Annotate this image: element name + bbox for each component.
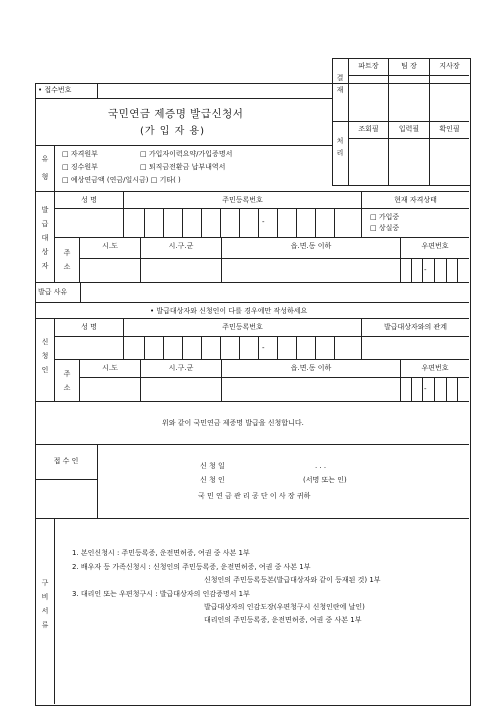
subject-name-field[interactable]	[56, 209, 122, 236]
applicant-relation-header: 발급대상자와의 관계	[383, 323, 448, 331]
applicant-note: • 발급대상자와 신청인이 다를 경우에만 작성하세요	[150, 307, 308, 315]
status-option-lost[interactable]: □ 상실중	[370, 224, 400, 232]
applicant-label: 신청인	[41, 338, 49, 374]
applicant-address-label: 주 소	[63, 370, 71, 392]
subject-rrn-dash: -	[262, 218, 265, 226]
type-option-history[interactable]: □ 가입자이력요약/가입증명서	[140, 150, 233, 158]
type-option-retirement[interactable]: □ 퇴직금전환금 납부내역서	[140, 163, 226, 171]
documents-label: 구비서류	[41, 579, 49, 629]
reason-field[interactable]	[81, 283, 468, 301]
applicant-addr-sigungu: 시.구.군	[168, 364, 194, 372]
receipt-number-field[interactable]	[98, 84, 331, 97]
applicant-addr-sido: 시.도	[102, 364, 118, 372]
document-line-6: 대리인의 주민등록증, 운전면허증, 여권 중 사본 1부	[204, 616, 362, 624]
subject-address-label: 주 소	[63, 249, 71, 271]
applicant-addr-zip: 우편번호	[421, 364, 449, 372]
receiver-field[interactable]	[36, 480, 96, 517]
document-line-3: 신청인의 주민등록등본(발급대상자와 같이 등재된 것) 1부	[204, 576, 381, 584]
type-option-pension-estimate[interactable]: □ 예상연금액 (연금/일시금) □ 기타( )	[62, 176, 181, 184]
processing-label: 처 리	[336, 137, 344, 157]
applicant-addr-eupmyeon: 읍.면.동 이하	[290, 364, 332, 372]
applicant-zip-dash: -	[424, 385, 427, 393]
document-line-1: 1. 본인신청시 : 주민등록증, 운전면허증, 여권 중 사본 1부	[72, 549, 250, 557]
approval-label: 결 재	[336, 74, 344, 94]
document-line-4: 3. 대리인 또는 우편청구시 : 발급대상자의 인감증명서 1부	[72, 590, 250, 598]
approval-header-branch: 지사장	[439, 62, 460, 70]
applicant-relation-field[interactable]	[362, 337, 468, 358]
document-line-2: 2. 배우자 등 가족신청시 : 신청인의 주민등록증, 운전면허증, 여권 중 사본 1부	[72, 563, 311, 571]
subject-addr-sigungu: 시.구.군	[168, 242, 194, 250]
applicant-name-field[interactable]	[56, 337, 122, 358]
reason-label: 발급 사유	[38, 288, 68, 296]
subject-zip-dash: -	[424, 266, 427, 274]
approval-header-team: 팀 장	[401, 62, 417, 70]
form-title: 국민연금 제증명 발급신청서	[108, 108, 244, 120]
receiver-label: 접 수 인	[53, 457, 79, 465]
sign-hint[interactable]: (서명 또는 인)	[303, 476, 347, 484]
declaration-text: 위와 같이 국민연금 제증명 발급을 신청합니다.	[162, 419, 304, 427]
sign-date-label: 신 청 일	[200, 462, 225, 470]
subject-rrn-header: 주민등록번호	[222, 196, 263, 204]
subject-label: 발급대상자	[41, 206, 49, 270]
approval-header-input: 입력필	[398, 125, 420, 133]
approval-header-confirm: 확인필	[439, 125, 460, 133]
subject-addr-sido: 시.도	[102, 242, 118, 250]
form-subtitle: (가 입 자 용)	[140, 126, 205, 137]
type-label: 유 형	[41, 155, 49, 181]
type-option-qualification[interactable]: □ 자격원부	[62, 150, 98, 158]
document-line-5: 발급대상자의 인감도장(우편청구시 신청인란에 날인)	[204, 603, 365, 611]
approval-header-inquiry: 조회필	[358, 125, 379, 133]
sign-date-dots[interactable]: . . .	[315, 462, 327, 470]
type-option-collection[interactable]: □ 징수원부	[62, 163, 98, 171]
subject-status-header: 현재 자격상태	[394, 196, 437, 204]
status-option-enrolled[interactable]: □ 가입중	[370, 213, 400, 221]
applicant-name-header: 성 명	[81, 323, 97, 331]
subject-name-header: 성 명	[81, 196, 97, 204]
approval-header-part: 파트장	[358, 62, 379, 70]
applicant-rrn-header: 주민등록번호	[222, 323, 263, 331]
subject-addr-zip: 우편번호	[421, 242, 449, 250]
sign-applicant-label: 신 청 인	[200, 476, 225, 484]
applicant-rrn-dash: -	[262, 344, 265, 352]
receipt-number-label: • 접수번호	[38, 86, 72, 94]
subject-addr-eupmyeon: 읍.면.동 이하	[290, 242, 332, 250]
addressee: 국 민 연 금 관 리 공 단 이 사 장 귀하	[198, 492, 311, 500]
